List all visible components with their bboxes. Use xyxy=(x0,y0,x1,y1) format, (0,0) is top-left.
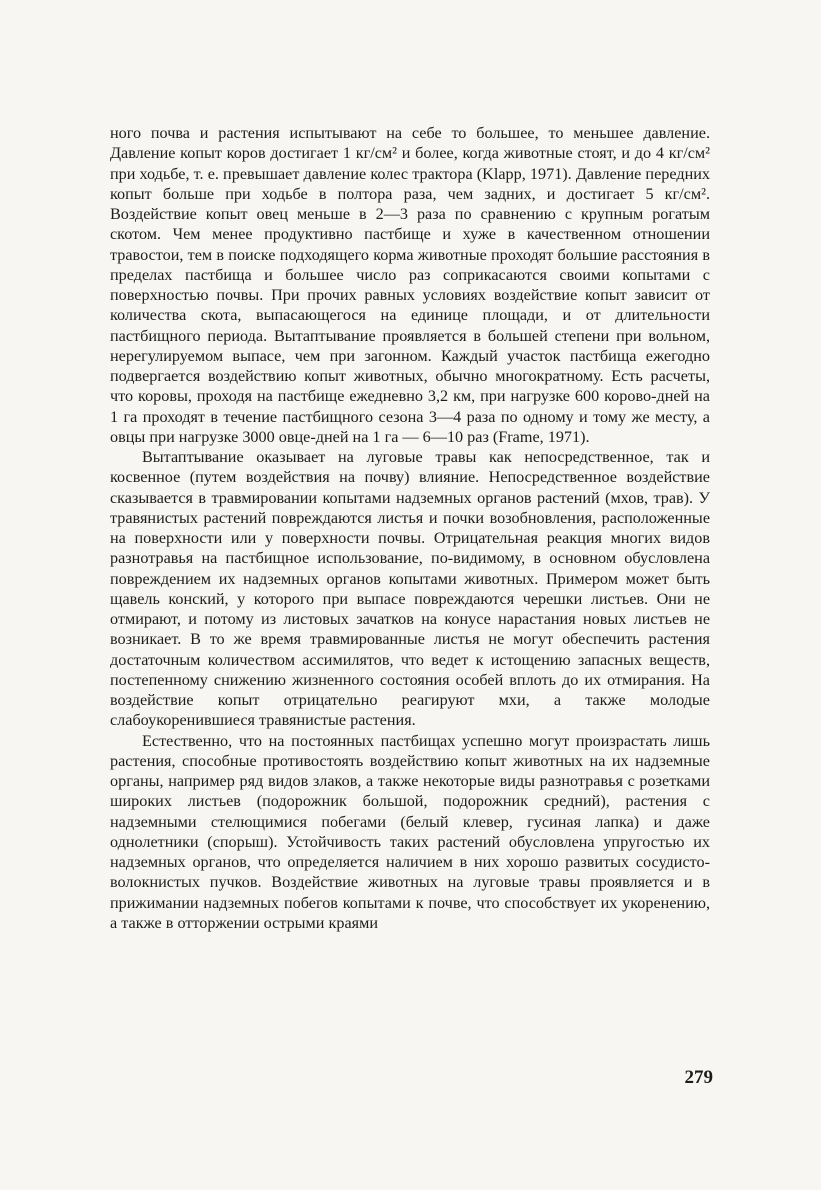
page-number: 279 xyxy=(684,1067,713,1088)
paragraph-1: ного почва и растения испытывают на себе то большее, то меньшее давление. Давление копыт коров достигает 1 кг/см² и более, когда животные стоят, и до 4 кг/см² при ходьбе, т. е. превышает давление колес трактора (Klapp, 1971). Давление передних копыт больше при ходьбе в полтора раза, чем задних, и достигает 5 кг/см². Воздействие копыт овец меньше в 2—3 раза по сравнению с крупным рогатым скотом. Чем менее продуктивно пастбище и хуже в качественном отношении травостои, тем в поиске подходящего корма животные проходят большие расстояния в пределах пастбища и большее число раз соприкасаются своими копытами с поверхностью почвы. При прочих равных условиях воздействие копыт зависит от количества скота, выпасающегося на единице площади, и от длительности пастбищного периода. Вытаптывание проявляется в большей степени при вольном, нерегулируемом выпасе, чем при загонном. Каждый участок пастбища ежегодно подвергается воздействию копыт животных, обычно многократному. Есть расчеты, что коровы, проходя на пастбище ежедневно 3,2 км, при нагрузке 600 корово-дней на 1 га проходят в течение пастбищного сезона 3—4 раза по одному и тому же месту, а овцы при нагрузке 3000 овце-дней на 1 га — 6—10 раз (Frame, 1971). xyxy=(110,124,710,446)
body-text xyxy=(110,123,710,933)
paragraph-2: Вытаптывание оказывает на луговые травы как непосредственное, так и косвенное (путем воздействия на почву) влияние. Непосредственное воздействие сказывается в травмировании копытами надземных органов растений (мхов, трав). У травянистых растений повреждаются листья и почки возобновления, расположенные на поверхности или у поверхности почвы. Отрицательная реакция многих видов разнотравья на пастбищное использование, по-видимому, в основном обусловлена повреждением их надземных органов копытами животных. Примером может быть щавель конский, у которого при выпасе повреждаются черешки листьев. Они не отмирают, и потому из листовых зачатков на конусе нарастания новых листьев не возникает. В то же время травмированные листья не могут обеспечить растения достаточным количеством ассимилятов, что ведет к истощению запасных веществ, постепенному снижению жизненного состояния особей вплоть до их отмирания. На воздействие копыт отрицательно реагируют мхи, а также молодые слабоукоренившиеся травянистые растения. xyxy=(110,448,710,730)
paragraph-3: Естественно, что на постоянных пастбищах успешно могут произрастать лишь растения, способные противостоять воздействию копыт животных на их надземные органы, например ряд видов злаков, а также некоторые виды разнотравья с розетками широких листьев (подорожник большой, подорожник средний), растения с надземными стелющимися побегами (белый клевер, гусиная лапка) и даже однолетники (спорыш). Устойчивость таких растений обусловлена упругостью их надземных органов, что определяется наличием в них хорошо развитых сосудисто-волокнистых пучков. Воздействие животных на луговые травы проявляется и в прижимании надземных побегов копытами к почве, что способствует их укоренению, а также в отторжении острыми краями xyxy=(110,731,710,932)
